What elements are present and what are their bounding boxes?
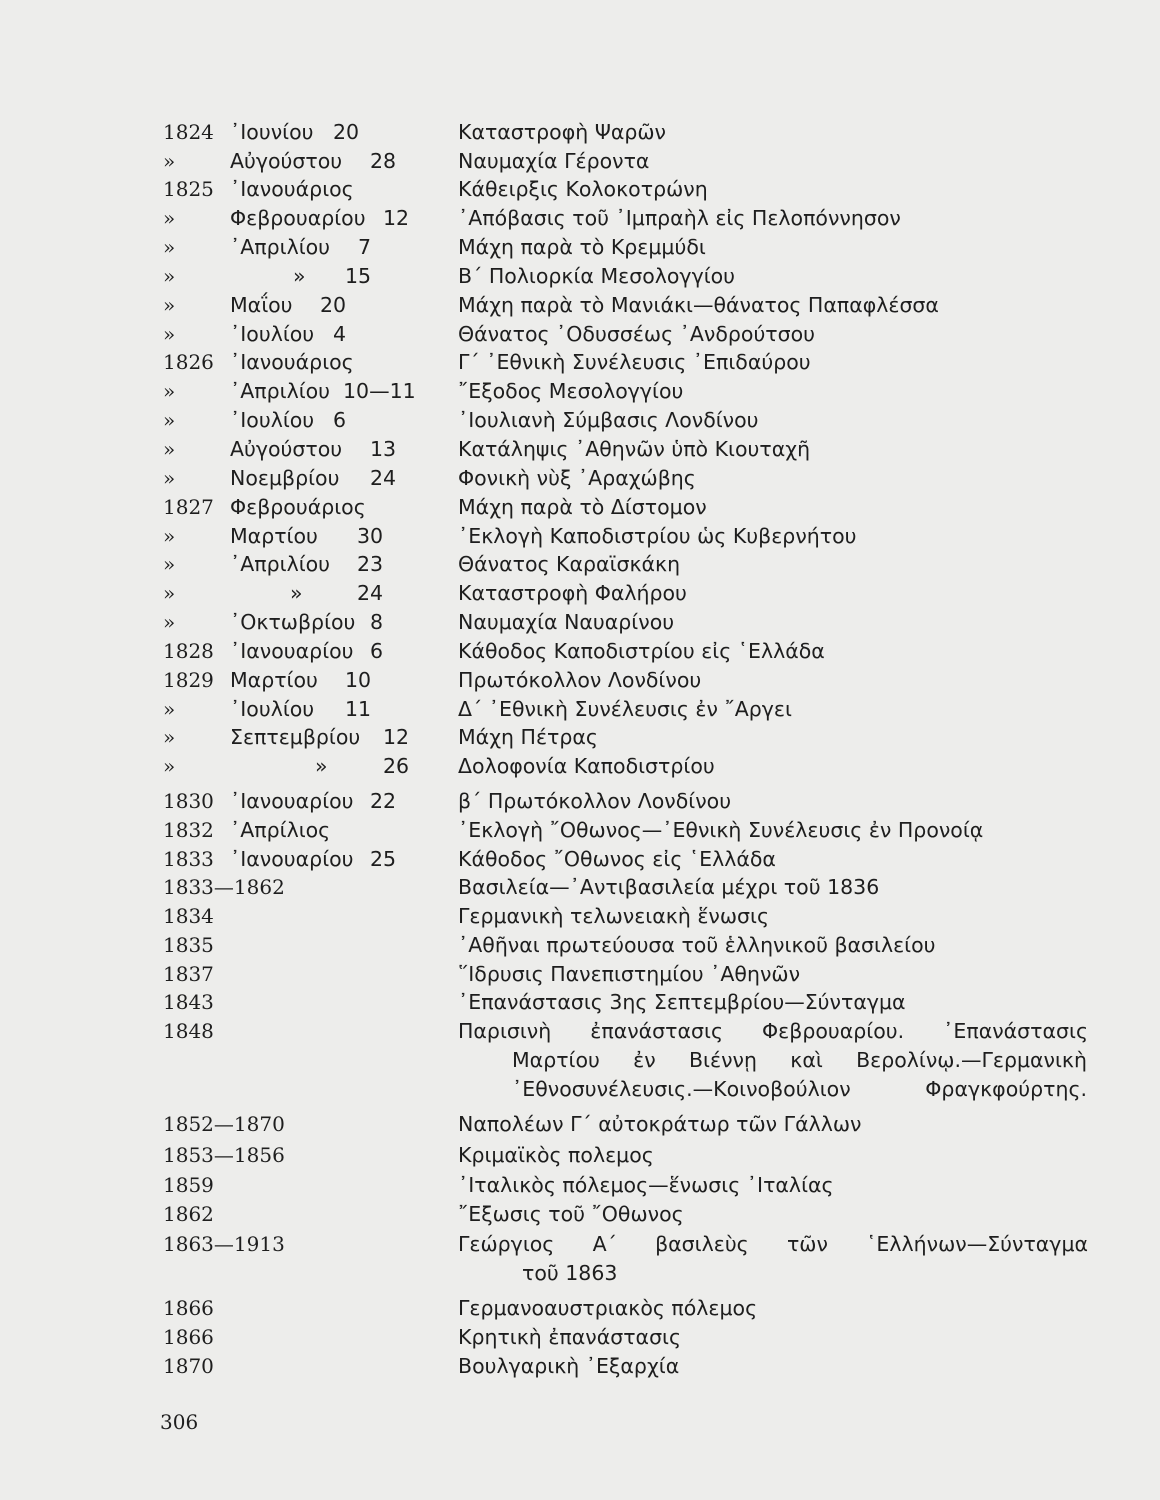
entry-event: ῞Ιδρυσις Πανεπιστημίου ᾿Αθηνῶν bbox=[458, 962, 801, 986]
chronology-row bbox=[0, 175, 1160, 204]
entry-year: » bbox=[163, 437, 176, 461]
entry-month: Μαΐου bbox=[230, 293, 293, 317]
entry-event: Καταστροφὴ Φαλήρου bbox=[458, 581, 687, 605]
entry-year: 1863—1913 bbox=[163, 1232, 285, 1256]
chronology-row bbox=[0, 845, 1160, 874]
chronology-row bbox=[0, 377, 1160, 406]
entry-year: 1826 bbox=[163, 350, 214, 374]
entry-event: Θάνατος ᾿Οδυσσέως ᾿Ανδρούτσου bbox=[458, 322, 816, 346]
chronology-row bbox=[0, 1323, 1160, 1352]
chronology-row bbox=[0, 1017, 1160, 1046]
chronology-row bbox=[0, 695, 1160, 724]
entry-year: 1829 bbox=[163, 668, 214, 692]
entry-year: 1848 bbox=[163, 1019, 214, 1043]
chronology-row bbox=[0, 579, 1160, 608]
entry-month: ᾿Ιανουάριος bbox=[230, 350, 354, 374]
entry-month: Σεπτεμβρίου bbox=[230, 725, 361, 749]
chronology-row bbox=[0, 960, 1160, 989]
entry-year: 1833—1862 bbox=[163, 875, 285, 899]
entry-month: Φεβρουαρίου bbox=[230, 206, 366, 230]
entry-event: ῎Εξωσις τοῦ ῎Οθωνος bbox=[458, 1202, 684, 1226]
chronology-row bbox=[0, 291, 1160, 320]
entry-year: » bbox=[163, 581, 176, 605]
entry-year: » bbox=[163, 149, 176, 173]
entry-year: » bbox=[163, 206, 176, 230]
entry-event: Ναυμαχία Ναυαρίνου bbox=[458, 610, 675, 634]
chronology-row bbox=[0, 204, 1160, 233]
chronology-row bbox=[0, 752, 1160, 781]
entry-year: » bbox=[163, 264, 176, 288]
entry-month: Αὐγούστου bbox=[230, 437, 343, 461]
entry-day: 22 bbox=[370, 789, 397, 813]
entry-event: Γερμανοαυστριακὸς πόλεμος bbox=[458, 1296, 758, 1320]
entry-year: » bbox=[163, 725, 176, 749]
entry-day: 12 bbox=[383, 206, 410, 230]
entry-day: 15 bbox=[345, 264, 372, 288]
entry-event-continuation: ᾿Εθνοσυνέλευσις.—Κοινοβούλιον Φραγκφούρτης. bbox=[512, 1077, 1087, 1101]
entry-year: 1859 bbox=[163, 1173, 214, 1197]
entry-event: Βασιλεία—᾿Αντιβασιλεία μέχρι τοῦ 1836 bbox=[458, 875, 880, 899]
entry-event: Γεώργιος Α΄ βασιλεὺς τῶν ῾Ελλήνων—Σύνταγμα bbox=[458, 1232, 1088, 1256]
entry-event: Θάνατος Καραϊσκάκη bbox=[458, 552, 681, 576]
chronology-row bbox=[0, 320, 1160, 349]
entry-year: 1824 bbox=[163, 120, 214, 144]
entry-year: » bbox=[163, 552, 176, 576]
entry-month: » bbox=[293, 264, 306, 288]
chronology-row bbox=[0, 1110, 1160, 1139]
chronology-row bbox=[0, 118, 1160, 147]
entry-event: Κατάληψις ᾿Αθηνῶν ὑπὸ Κιουταχῆ bbox=[458, 437, 811, 461]
entry-event: ᾿Ιταλικὸς πόλεμος—ἕνωσις ᾿Ιταλίας bbox=[458, 1173, 834, 1197]
chronology-row bbox=[0, 1141, 1160, 1170]
entry-event: Βουλγαρικὴ ᾿Εξαρχία bbox=[458, 1354, 680, 1378]
entry-event: Δολοφονία Καποδιστρίου bbox=[458, 754, 715, 778]
entry-month: ᾿Απριλίου bbox=[230, 235, 331, 259]
entry-day: 7 bbox=[358, 235, 372, 259]
entry-day: 26 bbox=[383, 754, 410, 778]
entry-month: ᾿Ιανουαρίου bbox=[230, 847, 354, 871]
entry-year: » bbox=[163, 610, 176, 634]
entry-day: 11 bbox=[345, 697, 372, 721]
chronology-row bbox=[0, 1352, 1160, 1381]
entry-year: » bbox=[163, 697, 176, 721]
entry-year: » bbox=[163, 322, 176, 346]
entry-day: 13 bbox=[370, 437, 397, 461]
entry-day: 12 bbox=[383, 725, 410, 749]
entry-day: 6 bbox=[333, 408, 347, 432]
entry-year: 1827 bbox=[163, 495, 214, 519]
entry-event: Κάθοδος Καποδιστρίου εἰς ῾Ελλάδα bbox=[458, 639, 825, 663]
entry-event: ᾿Εκλογὴ ῎Οθωνος—᾿Εθνικὴ Συνέλευσις ἐν Προνοίᾳ bbox=[458, 818, 984, 842]
entry-month: ᾿Ιουλίου bbox=[230, 322, 315, 346]
chronology-row bbox=[0, 1171, 1160, 1200]
entry-event: Κρητικὴ ἐπανάστασις bbox=[458, 1325, 682, 1349]
chronology-row bbox=[0, 902, 1160, 931]
entry-event: Δ΄ ᾿Εθνικὴ Συνέλευσις ἐν ῎Αργει bbox=[458, 697, 792, 721]
entry-day: 10—11 bbox=[343, 379, 416, 403]
entry-year: » bbox=[163, 524, 176, 548]
entry-month: Αὐγούστου bbox=[230, 149, 343, 173]
entry-year: » bbox=[163, 466, 176, 490]
entry-event: Κριμαϊκὸς πολεμος bbox=[458, 1143, 654, 1167]
chronology-row bbox=[0, 493, 1160, 522]
entry-event: Κάθειρξις Κολοκοτρώνη bbox=[458, 177, 708, 201]
chronology-row bbox=[0, 435, 1160, 464]
entry-year: 1866 bbox=[163, 1325, 214, 1349]
entry-month: ᾿Οκτωβρίου bbox=[230, 610, 356, 634]
chronology-row bbox=[0, 931, 1160, 960]
entry-year: » bbox=[163, 379, 176, 403]
entry-year: » bbox=[163, 408, 176, 432]
entry-event: Παρισινὴ ἐπανάστασις Φεβρουαρίου. ᾿Επανάστασις bbox=[458, 1019, 1088, 1043]
entry-year: 1837 bbox=[163, 962, 214, 986]
chronology-row bbox=[0, 147, 1160, 176]
entry-event: β΄ Πρωτόκολλον Λονδίνου bbox=[458, 789, 732, 813]
entry-month: ᾿Ιανουαρίου bbox=[230, 639, 354, 663]
entry-year: 1866 bbox=[163, 1296, 214, 1320]
entry-month: ᾿Ιανουάριος bbox=[230, 177, 354, 201]
entry-month: ᾿Απρίλιος bbox=[230, 818, 331, 842]
chronology-row bbox=[0, 723, 1160, 752]
chronology-row bbox=[0, 550, 1160, 579]
entry-day: 30 bbox=[357, 524, 384, 548]
entry-year: 1870 bbox=[163, 1354, 214, 1378]
entry-day: 23 bbox=[357, 552, 384, 576]
entry-month: Μαρτίου bbox=[230, 524, 318, 548]
chronology-row bbox=[0, 816, 1160, 845]
entry-year: » bbox=[163, 754, 176, 778]
chronology-row bbox=[0, 1230, 1160, 1259]
entry-day: 4 bbox=[333, 322, 347, 346]
entry-day: 8 bbox=[370, 610, 384, 634]
entry-year: » bbox=[163, 235, 176, 259]
entry-day: 28 bbox=[370, 149, 397, 173]
entry-event: Γ΄ ᾿Εθνικὴ Συνέλευσις ᾿Επιδαύρου bbox=[458, 350, 811, 374]
entry-event: Μάχη Πέτρας bbox=[458, 725, 598, 749]
entry-event: Κάθοδος ῎Οθωνος εἰς ῾Ελλάδα bbox=[458, 847, 776, 871]
entry-year: 1862 bbox=[163, 1202, 214, 1226]
entry-year: » bbox=[163, 293, 176, 317]
entry-event: ᾿Απόβασις τοῦ ᾿Ιμπραὴλ εἰς Πελοπόννησον bbox=[458, 206, 901, 230]
chronology-row bbox=[0, 787, 1160, 816]
entry-event: Β΄ Πολιορκία Μεσολογγίου bbox=[458, 264, 736, 288]
entry-year: 1843 bbox=[163, 990, 214, 1014]
entry-event-continuation: τοῦ 1863 bbox=[522, 1261, 618, 1285]
entry-day: 20 bbox=[333, 120, 360, 144]
entry-event: Πρωτόκολλον Λονδίνου bbox=[458, 668, 702, 692]
entry-month: » bbox=[315, 754, 328, 778]
chronology-row bbox=[0, 233, 1160, 262]
entry-day: 25 bbox=[370, 847, 397, 871]
entry-month: ᾿Ιουνίου bbox=[230, 120, 314, 144]
entry-month: ᾿Ιουλίου bbox=[230, 697, 315, 721]
chronology-row bbox=[0, 464, 1160, 493]
entry-month: ᾿Ιανουαρίου bbox=[230, 789, 354, 813]
chronology-row bbox=[0, 873, 1160, 902]
entry-month: ᾿Ιουλίου bbox=[230, 408, 315, 432]
entry-month: Νοεμβρίου bbox=[230, 466, 340, 490]
entry-event: ῎Εξοδος Μεσολογγίου bbox=[458, 379, 684, 403]
entry-event: ᾿Ιουλιανὴ Σύμβασις Λονδίνου bbox=[458, 408, 759, 432]
entry-day: 6 bbox=[370, 639, 384, 663]
entry-event: Ναυμαχία Γέροντα bbox=[458, 149, 650, 173]
entry-year: 1835 bbox=[163, 933, 214, 957]
entry-day: 24 bbox=[370, 466, 397, 490]
chronology-row bbox=[0, 608, 1160, 637]
entry-year: 1853—1856 bbox=[163, 1143, 285, 1167]
entry-year: 1828 bbox=[163, 639, 214, 663]
entry-year: 1830 bbox=[163, 789, 214, 813]
entry-event: Μάχη παρὰ τὸ Δίστομον bbox=[458, 495, 707, 519]
entry-event: ᾿Εκλογὴ Καποδιστρίου ὡς Κυβερνήτου bbox=[458, 524, 857, 548]
entry-event: ᾿Αθῆναι πρωτεύουσα τοῦ ἑλληνικοῦ βασιλείου bbox=[458, 933, 936, 957]
entry-year: 1833 bbox=[163, 847, 214, 871]
entry-month: ᾿Απριλίου bbox=[230, 552, 331, 576]
entry-day: 10 bbox=[345, 668, 372, 692]
entry-event: ᾿Επανάστασις 3ης Σεπτεμβρίου—Σύνταγμα bbox=[458, 990, 906, 1014]
entry-event: Μάχη παρὰ τὸ Κρεμμύδι bbox=[458, 235, 706, 259]
entry-event: Φονικὴ νὺξ ᾿Αραχώβης bbox=[458, 466, 696, 490]
entry-year: 1834 bbox=[163, 904, 214, 928]
chronology-row bbox=[0, 988, 1160, 1017]
entry-event: Μάχη παρὰ τὸ Μανιάκι—θάνατος Παπαφλέσσα bbox=[458, 293, 939, 317]
entry-month: » bbox=[290, 581, 303, 605]
chronology-row bbox=[0, 522, 1160, 551]
entry-event: Ναπολέων Γ΄ αὐτοκράτωρ τῶν Γάλλων bbox=[458, 1112, 862, 1136]
chronology-row bbox=[0, 666, 1160, 695]
entry-year: 1825 bbox=[163, 177, 214, 201]
chronology-row bbox=[0, 348, 1160, 377]
entry-year: 1852—1870 bbox=[163, 1112, 285, 1136]
entry-day: 20 bbox=[320, 293, 347, 317]
chronology-row bbox=[0, 262, 1160, 291]
chronology-row bbox=[0, 406, 1160, 435]
entry-month: Μαρτίου bbox=[230, 668, 318, 692]
chronology-row bbox=[0, 1294, 1160, 1323]
entry-month: Φεβρουάριος bbox=[230, 495, 366, 519]
chronology-row bbox=[0, 637, 1160, 666]
chronology-row bbox=[0, 1200, 1160, 1229]
entry-year: 1832 bbox=[163, 818, 214, 842]
entry-day: 24 bbox=[357, 581, 384, 605]
entry-month: ᾿Απριλίου bbox=[230, 379, 331, 403]
entry-event: Γερμανικὴ τελωνειακὴ ἕνωσις bbox=[458, 904, 770, 928]
page-number: 306 bbox=[160, 1410, 199, 1434]
entry-event-continuation: Μαρτίου ἐν Βιέννῃ καὶ Βερολίνῳ.—Γερμανικὴ bbox=[512, 1048, 1087, 1072]
entry-event: Καταστροφὴ Ψαρῶν bbox=[458, 120, 667, 144]
